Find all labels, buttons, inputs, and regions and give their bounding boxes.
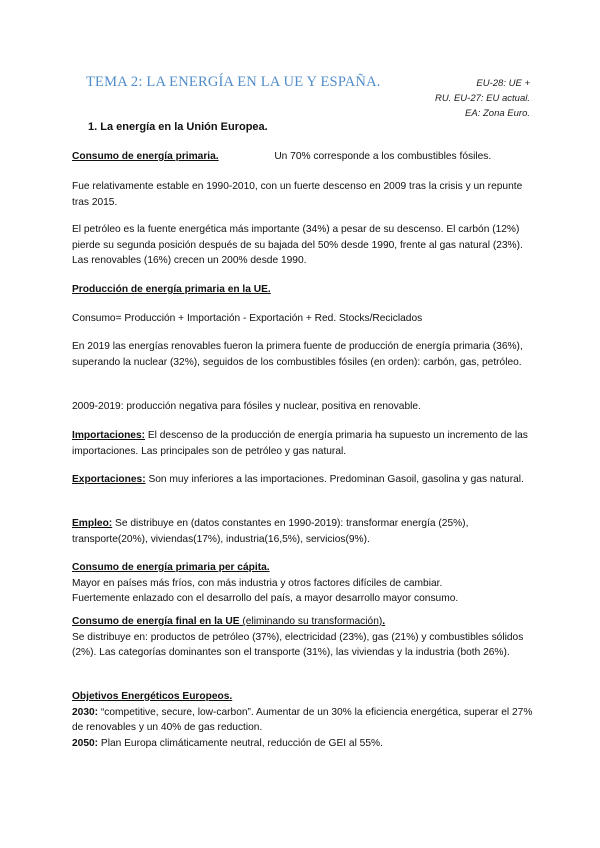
- block-energia-final: [72, 614, 542, 661]
- heading-exportaciones: Exportaciones:: [72, 474, 146, 485]
- block-empleo: [72, 516, 542, 547]
- text-empleo: Se distribuye en (datos constantes en 1990-2019): transformar energía (25%), transporte(20%), viviendas(17%), industria(16,5%), servicios(9%).: [72, 518, 469, 545]
- block-objetivos: [72, 689, 542, 751]
- text-energia-final: Se distribuye en: productos de petróleo (37%), electricidad (23%), gas (21%) y combustibles sólidos (2%). Las categorías dominantes son el transporte (31%), las viviendas y la industria (both 26%).: [72, 631, 524, 658]
- paragraph-2009-2019: 2009-2019: producción negativa para fósiles y nuclear, positiva en renovable.: [72, 401, 421, 412]
- block-exportaciones: [72, 472, 542, 488]
- heading-per-capita: Consumo de energía primaria per cápita.: [72, 562, 270, 573]
- paragraph-petroleo: El petróleo es la fuente energética más importante (34%) a pesar de su descenso. El carbón (12%) pierde su segunda posición después de su bajada del 50% desde 1990, frente al gas natural (23%). Las renovables (16%) crecen un 200% desde 1990.: [72, 224, 523, 266]
- note-eu27: RU. EU-27: EU actual.: [434, 93, 530, 104]
- heading-consumo-primaria: Consumo de energía primaria.: [72, 151, 219, 162]
- objetivo-2030: 2030: “competitive, secure, low-carbon”. Aumentar de un 30% la eficiencia energética, superar el 27% de renovables y un 40% de gas reduction.: [72, 706, 533, 733]
- block-consumo-primaria: [72, 149, 542, 165]
- note-ea: EA: Zona Euro.: [465, 108, 530, 119]
- block-per-capita: [72, 560, 542, 607]
- abbreviation-notes: [435, 76, 530, 121]
- heading-energia-final: Consumo de energía final en la UE (eliminando su transformación).: [72, 616, 386, 627]
- paragraph-estable: Fue relativamente estable en 1990-2010, con un fuerte descenso en 2009 tras la crisis y un repunte tras 2015.: [72, 181, 523, 208]
- text-consumo-primaria: Un 70% corresponde a los combustibles fósiles.: [274, 151, 492, 162]
- text-exportaciones: Son muy inferiores a las importaciones. Predominan Gasoil, gasolina y gas natural.: [145, 474, 524, 485]
- paragraph-formula: Consumo= Producción + Importación - Exportación + Red. Stocks/Reciclados: [72, 313, 423, 324]
- heading-empleo: Empleo:: [72, 518, 113, 529]
- block-importaciones: [72, 428, 542, 459]
- per-capita-line-1: Mayor en países más fríos, con más industria y otros factores difíciles de cambiar.: [72, 577, 443, 589]
- text-importaciones: El descenso de la producción de energía primaria ha supuesto un incremento de las importaciones. Las principales son de petróleo y gas natural.: [72, 430, 528, 457]
- section-title: 1. La energía en la Unión Europea.: [88, 121, 268, 133]
- heading-produccion: Producción de energía primaria en la UE.: [72, 284, 271, 295]
- heading-objetivos: Objetivos Energéticos Europeos.: [72, 691, 233, 702]
- document-title: TEMA 2: LA ENERGÍA EN LA UE Y ESPAÑA.: [86, 74, 381, 90]
- objetivo-2050: 2050: Plan Europa climáticamente neutral, reducción de GEI al 55%.: [72, 737, 383, 749]
- note-eu28: EU-28: UE +: [476, 78, 530, 89]
- paragraph-renovables-2019: En 2019 las energías renovables fueron la primera fuente de producción de energía primaria (36%), superando la nuclear (32%), seguidos de los combustibles fósiles (en orden): carbón, gas, petróleo.: [72, 341, 523, 368]
- heading-importaciones: Importaciones:: [72, 430, 146, 441]
- per-capita-line-2: Fuertemente enlazado con el desarrollo del país, a mayor desarrollo mayor consumo.: [72, 593, 459, 604]
